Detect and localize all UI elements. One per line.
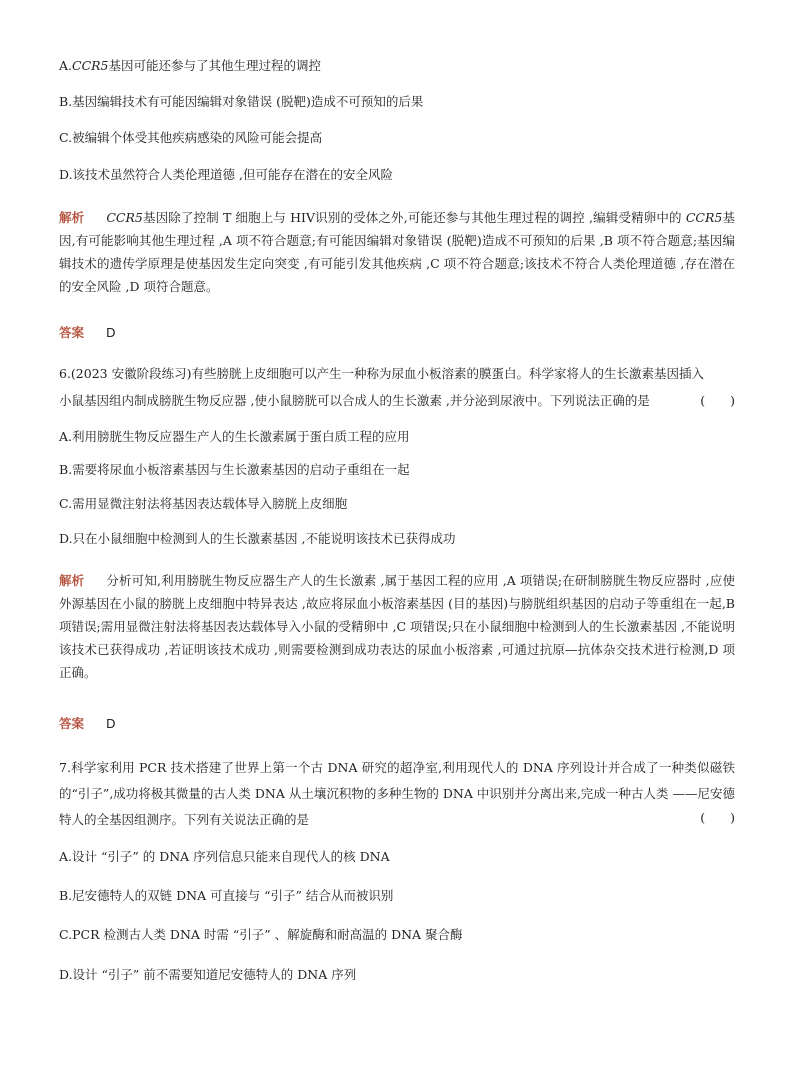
q5-option-d: D.该技术虽然符合人类伦理道德 ,但可能存在潜在的安全风险 [59,167,393,182]
q5-option-c: C.被编辑个体受其他疾病感染的风险可能会提高 [59,130,323,145]
gene-name: CCR5 [72,58,109,73]
analysis-label: 解析 [59,573,85,588]
q7-stem: 7.科学家利用 PCR 技术搭建了世界上第一个古 DNA 研究的超净室,利用现代人的 DNA 序列设计并合成了一种类似磁铁的“引子”,成功将极其微量的古人类 DNA 从土壤沉积物的多种生物的 DNA 中识别并分离出来,完成一种古人类 ——尼安德特人的全基因组测序。下列有关说法正确的是 [59,760,735,827]
q6-option-d: D.只在小鼠细胞中检测到人的生长激素基因 ,不能说明该技术已获得成功 [59,531,456,546]
q5-answer [59,325,116,341]
q7-answer-bracket: ( ) [700,810,735,825]
answer-label: 答案 [59,325,85,340]
answer-label: 答案 [59,716,85,731]
q5-option-a: A.CCR5基因可能还参与了其他生理过程的调控 [59,58,322,73]
q6-answer [59,716,116,732]
q6-option-a: A.利用膀胱生物反应器生产人的生长激素属于蛋白质工程的应用 [59,429,410,444]
q7-option-a: A.设计 “引子” 的 DNA 序列信息只能来自现代人的核 DNA [59,849,390,864]
q6-option-b: B.需要将尿血小板溶素基因与生长激素基因的启动子重组在一起 [59,462,410,477]
answer-value: D [106,716,116,731]
answer-value: D [106,325,116,340]
q7-option-c: C.PCR 检测古人类 DNA 时需 “引子” 、解旋酶和耐高温的 DNA 聚合酶 [59,927,463,942]
q6-stem-line-2: 小鼠基因组内制成膀胱生物反应器 ,使小鼠膀胱可以合成人的生长激素 ,并分泌到尿液中。下列说法正确的是 ( ) [59,393,735,408]
q7-option-b: B.尼安德特人的双链 DNA 可直接与 “引子” 结合从而被识别 [59,888,394,903]
gene-name: CCR5 [685,210,723,225]
analysis-label: 解析 [59,210,85,225]
q6-option-c: C.需用显微注射法将基因表达载体导入膀胱上皮细胞 [59,496,348,511]
q6-analysis: 解析 分析可知,利用膀胱生物反应器生产人的生长激素 ,属于基因工程的应用 ,A 项错误;在研制膀胱生物反应器时 ,应使外源基因在小鼠的膀胱上皮细胞中特异表达 ,故应将尿血小板溶素基因 (目的基因)与膀胱组织基因的启动子等重组在一起,B 项错误;需用显微注射法将基因表达载体导入小鼠的受精卵中 ,C 项错误;只在小鼠细胞中检测到人的生长激素基因 ,不能说明该技术已获得成功 ,若证明该技术成功 ,则需要检测到成功表达的尿血小板溶素 ,可通过抗原—抗体杂交技术进行检测,D 项正确。 [59,573,735,680]
q7-option-d: D.设计 “引子” 前不需要知道尼安德特人的 DNA 序列 [59,967,357,982]
q6-stem-line-1: 6.(2023 安徽阶段练习)有些膀胱上皮细胞可以产生一种称为尿血小板溶素的膜蛋白。科学家将人的生长激素基因插入 [59,366,704,381]
q5-analysis: 解析 CCR5基因除了控制 T 细胞上与 HIV识别的受体之外,可能还参与其他生理过程的调控 ,编辑受精卵中的 CCR5基因,有可能影响其他生理过程 ,A 项不符合题意;有可能因编辑对象错误 (脱靶)造成不可预知的后果 ,B 项不符合题意;基因编辑技术的遗传学原理是使基因发生定向突变 ,有可能引发其他疾病 ,C 项不符合题意;该技术不符合人类伦理道德 ,存在潜在的安全风险 ,D 项符合题意。 [59,210,735,294]
gene-name: CCR5 [106,210,143,225]
answer-bracket: ( ) [700,393,735,408]
q5-option-b: B.基因编辑技术有可能因编辑对象错误 (脱靶)造成不可预知的后果 [59,94,424,109]
